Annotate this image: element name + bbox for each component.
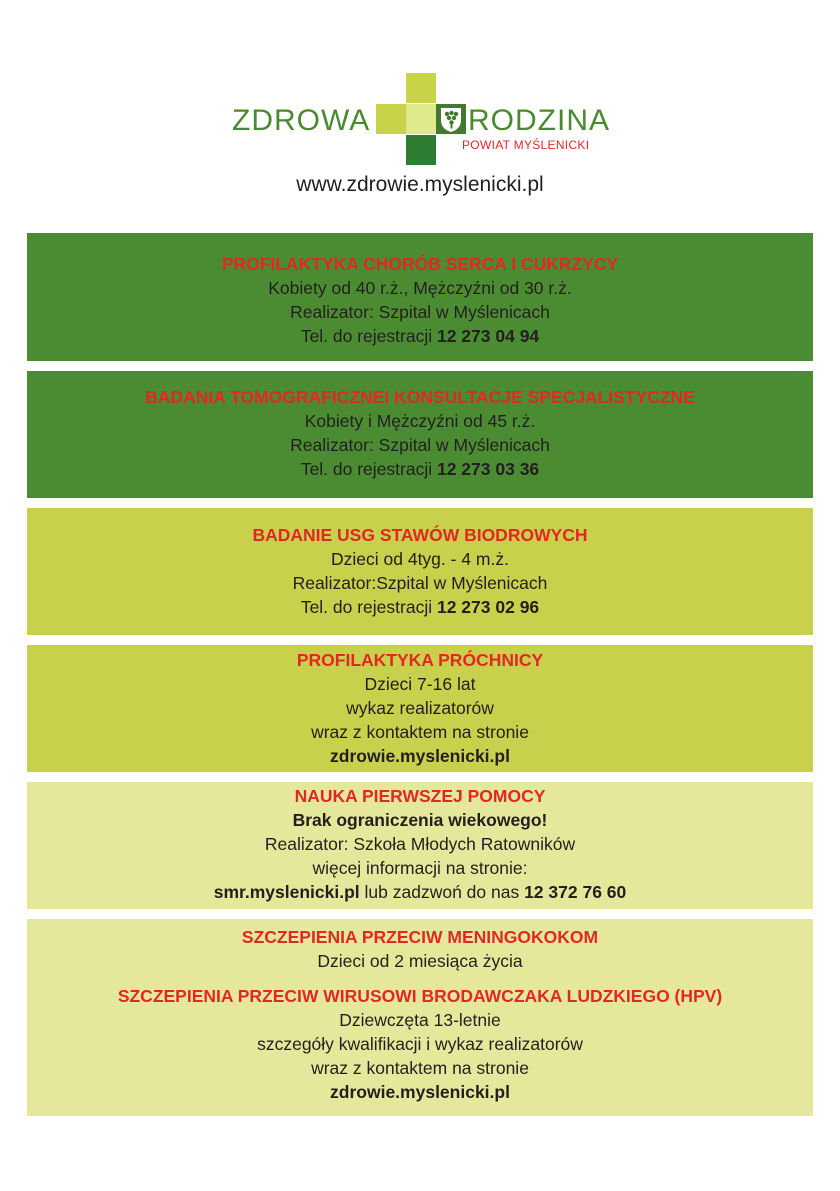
program-eligibility-hpv: Dziewczęta 13-letnie [339,1010,501,1030]
phone-label: Tel. do rejestracji [300,597,437,617]
logo-word-left: ZDROWA [232,104,371,137]
phone-label: Tel. do rejestracji [300,326,437,346]
program-eligibility-meningococcal: Dzieci od 2 miesiąca życia [317,951,523,971]
program-link-line [27,1080,813,1104]
program-link[interactable]: zdrowie.myslenicki.pl [330,1082,510,1102]
program-phone-line [27,457,813,481]
cross-square-left [376,104,406,134]
program-provider: Realizator: Szkoła Młodych Ratowników [264,834,576,854]
website-url[interactable]: www.zdrowie.myslenicki.pl [296,173,544,196]
cross-square-middle [406,104,436,134]
program-info-note: więcej informacji na stronie: [312,858,528,878]
program-link[interactable]: smr.myslenicki.pl [213,882,360,902]
program-provider: Realizator: Szpital w Myślenicach [290,435,550,455]
program-eligibility: Kobiety i Mężczyźni od 45 r.ż. [304,411,536,431]
cross-square-top [406,73,436,103]
program-box-caries [27,645,813,772]
program-title-hpv: SZCZEPIENIA PRZECIW WIRUSOWI BRODAWCZAKA LUDZKIEGO (HPV) [117,986,723,1006]
program-link-line [27,744,813,768]
logo-word-right: RODZINA [468,104,610,137]
program-contact-note: wraz z kontaktem na stronie [311,1058,529,1078]
program-contact-note: wraz z kontaktem na stronie [311,722,529,742]
program-phone-line [27,324,813,348]
program-box-heart-diabetes [27,233,813,361]
program-title: PROFILAKTYKA CHORÓB SERCA I CUKRZYCY [221,254,619,274]
header [0,0,840,220]
program-provider: Realizator:Szpital w Myślenicach [292,573,548,593]
program-contact-line [27,880,813,904]
program-provider: Realizator: Szpital w Myślenicach [290,302,550,322]
phone-number[interactable]: 12 273 03 36 [436,459,540,479]
program-provider-list: wykaz realizatorów [346,698,494,718]
program-phone-line [27,595,813,619]
logo-cross [374,73,470,165]
program-qualification-note: szczegóły kwalifikacji i wykaz realizatorów [257,1034,583,1054]
program-box-first-aid [27,782,813,909]
program-link[interactable]: zdrowie.myslenicki.pl [330,746,510,766]
program-eligibility: Dzieci od 4tyg. - 4 m.ż. [331,549,509,569]
program-title: NAUKA PIERWSZEJ POMOCY [294,786,546,806]
grape-coat-of-arms-icon [436,104,466,134]
program-box-hip-usg [27,508,813,635]
program-box-vaccinations [27,919,813,1116]
program-age-note: Brak ograniczenia wiekowego! [292,810,548,830]
phone-label: Tel. do rejestracji [300,459,437,479]
program-title: BADANIA TOMOGRAFICZNEI KONSULTACJE SPECJALISTYCZNE [145,387,695,407]
logo-subtitle: POWIAT MYŚLENICKI [462,138,590,152]
program-age-note-line [27,808,813,832]
phone-number[interactable]: 12 372 76 60 [524,882,627,902]
cross-square-bottom [406,135,436,165]
phone-number[interactable]: 12 273 02 96 [436,597,540,617]
program-title: BADANIE USG STAWÓW BIODROWYCH [252,525,588,545]
contact-text: lub zadzwoń do nas [359,882,525,902]
program-eligibility: Dzieci 7-16 lat [364,674,476,694]
program-box-tomography [27,371,813,498]
program-title: PROFILAKTYKA PRÓCHNICY [296,650,544,670]
program-title-meningococcal: SZCZEPIENIA PRZECIW MENINGOKOKOM [241,927,599,947]
program-eligibility: Kobiety od 40 r.ż., Mężczyźni od 30 r.ż. [268,278,572,298]
phone-number[interactable]: 12 273 04 94 [436,326,540,346]
